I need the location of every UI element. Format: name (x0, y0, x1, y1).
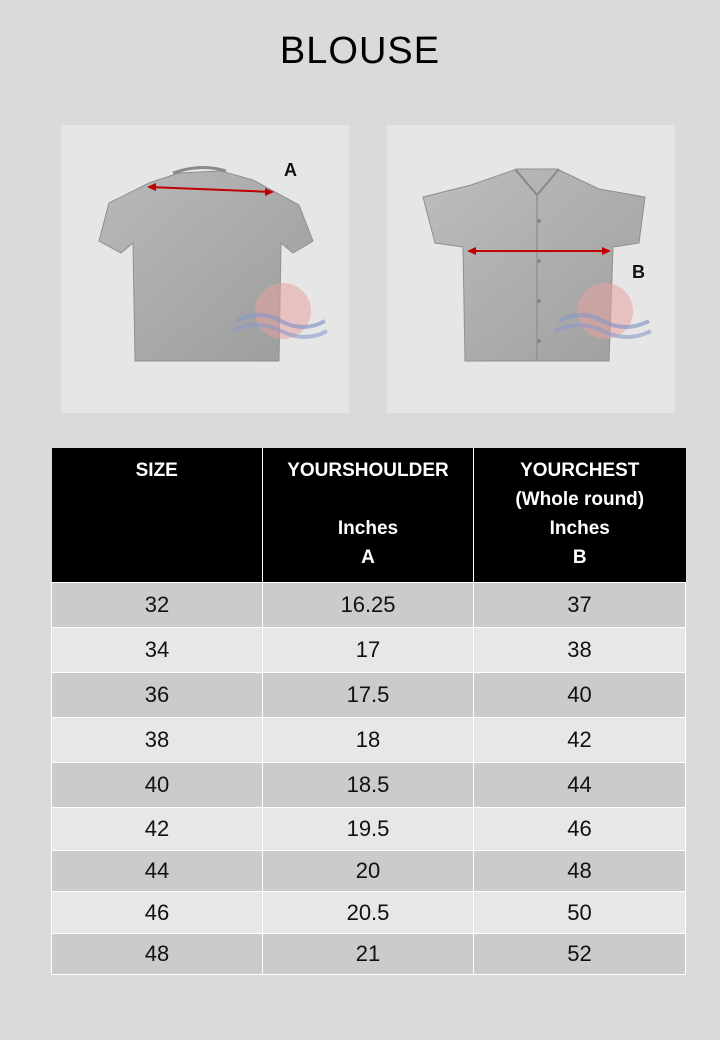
cell-size: 42 (52, 808, 263, 851)
cell-size: 40 (52, 763, 263, 808)
cell-chest: 50 (474, 892, 686, 934)
header-chest (474, 448, 686, 583)
cell-shoulder: 17.5 (263, 673, 474, 718)
table-row (52, 808, 686, 851)
cell-chest: 42 (474, 718, 686, 763)
header-chest-note: (Whole round) (515, 489, 645, 510)
header-chest-unit: Inches (549, 518, 610, 539)
cell-chest: 48 (474, 851, 686, 892)
table-row (52, 673, 686, 718)
shirt-back-drawing (61, 125, 349, 413)
table-row (52, 628, 686, 673)
cell-size: 44 (52, 851, 263, 892)
cell-shoulder: 21 (263, 934, 474, 975)
table-row (52, 934, 686, 975)
cell-size: 34 (52, 628, 263, 673)
shirt-front-image (387, 125, 675, 413)
cell-size: 48 (52, 934, 263, 975)
size-chart-table (51, 448, 686, 975)
table-header-row (52, 448, 686, 583)
cell-shoulder: 18 (263, 718, 474, 763)
marker-label-b: B (632, 262, 645, 282)
cell-shoulder: 18.5 (263, 763, 474, 808)
cell-chest: 38 (474, 628, 686, 673)
cell-size: 38 (52, 718, 263, 763)
marker-label-a: A (284, 160, 297, 180)
cell-shoulder: 17 (263, 628, 474, 673)
shirt-front-button-3 (537, 299, 541, 303)
header-size-label: SIZE (135, 460, 178, 481)
cell-size: 32 (52, 583, 263, 628)
cell-chest: 40 (474, 673, 686, 718)
table-row (52, 892, 686, 934)
cell-shoulder: 20 (263, 851, 474, 892)
table-row (52, 763, 686, 808)
cell-chest: 44 (474, 763, 686, 808)
header-shoulder-unit: Inches (337, 518, 399, 539)
shirt-front-button-4 (537, 339, 541, 343)
shirt-back-image (61, 125, 349, 413)
header-size (52, 448, 263, 583)
cell-size: 46 (52, 892, 263, 934)
table-row (52, 583, 686, 628)
cell-shoulder: 20.5 (263, 892, 474, 934)
table-row (52, 718, 686, 763)
cell-shoulder: 16.25 (263, 583, 474, 628)
cell-chest: 37 (474, 583, 686, 628)
header-chest-title: YOURCHEST (520, 460, 640, 481)
page-title: BLOUSE (279, 30, 441, 72)
header-shoulder (263, 448, 474, 583)
cell-size: 36 (52, 673, 263, 718)
header-shoulder-title: YOURSHOULDER (287, 460, 449, 481)
shirt-front-button-2 (537, 259, 541, 263)
cell-shoulder: 19.5 (263, 808, 474, 851)
cell-chest: 52 (474, 934, 686, 975)
header-shoulder-marker: A (361, 547, 375, 568)
cell-chest: 46 (474, 808, 686, 851)
header-chest-marker: B (572, 547, 587, 568)
shirt-front-button-1 (537, 219, 541, 223)
table-row (52, 851, 686, 892)
